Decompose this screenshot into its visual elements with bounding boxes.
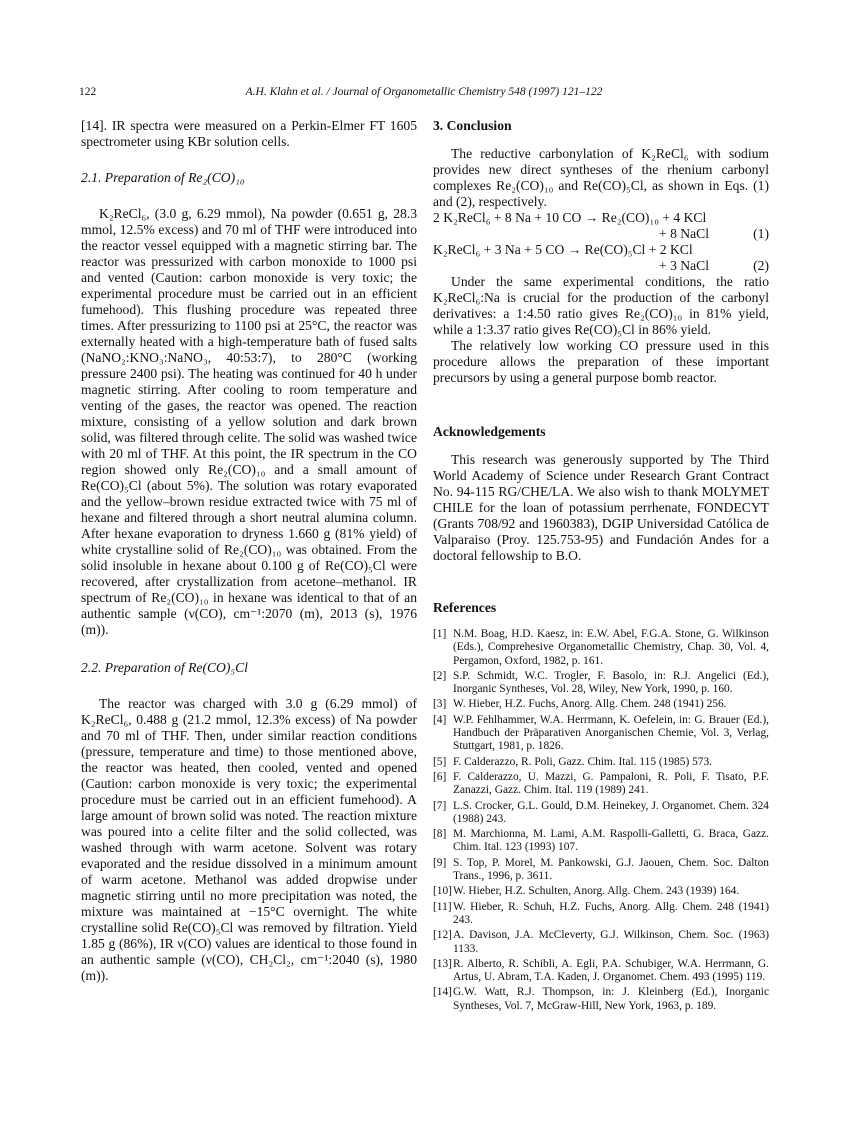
equation-2-number: (2) [753,258,769,273]
reference-text: F. Calderazzo, R. Poli, Gazz. Chim. Ital. 115 (1985) 573. [453,755,713,768]
section-2-1-body: K₂ReCl₆, (3.0 g, 6.29 mmol), Na powder (0.651 g, 28.3 mmol, 12.5% excess) and 70 ml of THF were introduced into the reactor vessel equipped with a magnetic stirring bar. The reactor was pressurized with carbon monoxide to 1000 psi and vented (Caution: carbon monoxide is very toxic; the experimental procedure must be carried out in an efficient fumehood). This flushing procedure was repeated three times. After pressurizing to 1100 psi at 25°C, the reactor was externally heated with a high-temperature bath of fused salts (NaNO₂:KNO₃:NaNO₃, 40:53:7), to 280°C (working pressure 2400 psi). The heating was continued for 40 h under magnetic stirring. After cooling to room temperature and venting of the gases, the reactor was opened. The reaction mixture, consisting of a yellow solution and dark brown solid, was filtered through celite. The solid was washed twice with 20 ml of THF. At this point, the IR spectrum in the CO region showed only Re₂(CO)₁₀ and a small amount of Re(CO)₅Cl (about 5%). The solution was rotary evaporated and the yellow–brown residue extracted twice with 75 ml of hexane and filtered through a short neutral alumina column. After hexane evaporation to dryness 1.660 g (81% yield) of white crystalline solid of Re₂(CO)₁₀ was obtained. From the solid insoluble in hexane about 0.100 g of Re(CO)₅Cl were recovered, after crystallization from acetone–methanol. IR spectrum of Re₂(CO)₁₀ in hexane was identical to that of an authentic sample (ν(CO), cm⁻¹:2070 (m), 2013 (s), 1976 (m)). [81,206,417,637]
equation-2-line-2 [433,258,769,274]
reference-number: [14] [433,986,452,999]
reference-text: W. Hieber, R. Schuh, H.Z. Fuchs, Anorg. Allg. Chem. 248 (1941) 243. [453,900,769,926]
reference-number: [12] [433,929,452,942]
reference-item [433,986,769,1013]
reference-number: [5] [433,755,447,768]
reference-number: [10] [433,885,452,898]
reference-number: [6] [433,770,447,783]
reference-item [433,929,769,956]
reference-number: [2] [433,669,447,682]
section-2-2-title: 2.2. Preparation of Re(CO)₅Cl [81,660,248,675]
reference-number: [11] [433,900,452,913]
reference-item [433,800,769,827]
reference-number: [8] [433,828,447,841]
right-column [433,118,769,1015]
reference-number: [4] [433,713,447,726]
reference-item [433,698,769,711]
intro-paragraph: [14]. IR spectra were measured on a Perkin-Elmer FT 1605 spectrometer using KBr solution cells. [81,118,417,149]
page-number: 122 [79,86,97,98]
equation-1-number: (1) [753,226,769,241]
reference-text: S. Top, P. Morel, M. Pankowski, G.J. Jaouen, Chem. Soc. Dalton Trans., 1996, p. 3611. [453,856,769,883]
reference-item [433,714,769,754]
reference-text: W. Hieber, H.Z. Schulten, Anorg. Allg. Chem. 243 (1939) 164. [453,885,740,898]
reference-text: R. Alberto, R. Schibli, A. Egli, P.A. Schubiger, W.A. Herrmann, G. Artus, U. Abram, T.A. Kaden, J. Organomet. Chem. 493 (1995) 119. [453,957,769,984]
reference-text: N.M. Boag, H.D. Kaesz, in: E.W. Abel, F.G.A. Stone, G. Wilkinson (Eds.), Comprehesive Organometallic Chemistry, Chap. 30, Vol. 4, Pergamon, Oxford, 1982, p. 161. [453,628,769,667]
conclusion-title: 3. Conclusion [433,118,512,133]
reference-text: W. Hieber, H.Z. Fuchs, Anorg. Allg. Chem. 248 (1941) 256. [453,698,727,711]
reference-text: W.P. Fehlhammer, W.A. Herrmann, K. Oefelein, in: G. Brauer (Ed.), Handbuch der Präparativen Anorganischen Chemie, Vol. 3, Verlag, Stuttgart, 1981, p. 1826. [453,713,769,753]
section-2-1-title: 2.1. Preparation of Re₂(CO)₁₀ [81,170,245,185]
reference-item [433,628,769,668]
reference-item [433,756,769,769]
reference-item [433,828,769,855]
reference-item [433,670,769,697]
conclusion-paragraph-2: Under the same experimental conditions, the ratio K₂ReCl₆:Na is crucial for the production of the carbonyl derivatives: a 1:4.50 ratio gives Re₂(CO)₁₀ in 81% yield, while a 1:3.37 ratio gives Re(CO)₅Cl in 86% yield. [433,274,769,337]
equation-1-line-1 [433,210,769,226]
conclusion-paragraph-3: The relatively low working CO pressure used in this procedure allows the preparation of these important precursors by using a general purpose bomb reactor. [433,338,769,385]
reference-text: M. Marchionna, M. Lami, A.M. Raspolli-Galletti, G. Braca, Gazz. Chim. Ital. 123 (1993) 107. [453,828,769,854]
left-column [81,118,417,984]
reference-item [433,771,769,798]
equation-1-lhs: 2 K₂ReCl₆ + 8 Na + 10 CO → Re₂(CO)₁₀ + 4 KCl [433,210,707,225]
equation-2-lhs: K₂ReCl₆ + 3 Na + 5 CO → Re(CO)₅Cl + 2 KCl [433,242,693,257]
reference-text: F. Calderazzo, U. Mazzi, G. Pampaloni, R. Poli, F. Tisato, P.F. Zanazzi, Gazz. Chim. Ital. 119 (1989) 241. [453,770,769,797]
conclusion-paragraph-1: The reductive carbonylation of K₂ReCl₆ with sodium provides new direct syntheses of the rhenium carbonyl complexes Re₂(CO)₁₀ and Re(CO)₅Cl, as shown in Eqs. (1) and (2), respectively. [433,146,769,209]
reference-number: [1] [433,628,447,640]
reference-text: S.P. Schmidt, W.C. Trogler, F. Basolo, in: R.J. Angelici (Ed.), Inorganic Syntheses, Vol. 28, Wiley, New York, 1990, p. 160. [453,669,769,696]
equation-2-line-1 [433,242,769,258]
reference-number: [3] [433,698,447,711]
acknowledgements-body: This research was generously supported by The Third World Academy of Science under Research Grant Contract No. 94-115 RG/CHE/LA. We also wish to thank MOLYMET CHILE for the loan of potassium perrhenate, FONDECYT (Grants 708/92 and 1960383), DGIP Universidad Católica de Valparaiso (Proy. 125.753-95) and Fundación Andes for a doctoral fellowship to B.O. [433,452,769,563]
equation-1-rhs: + 8 NaCl [659,226,709,241]
reference-number: [9] [433,856,447,869]
acknowledgements-title: Acknowledgements [433,424,546,439]
reference-number: [7] [433,799,447,812]
section-2-2-body: The reactor was charged with 3.0 g (6.29 mmol) of K₂ReCl₆, 0.488 g (21.2 mmol, 12.3% excess) of Na powder and 70 ml of THF. Then, under similar reaction conditions (pressure, temperature and time) to those mentioned above, the reactor was heated, then cooled, vented and opened (Caution: carbon monoxide is very toxic; the experimental procedure must be carried out in an efficient fumehood). A large amount of brown solid was noted. The reaction mixture was poured into a celite filter and the solid collected, was washed through with warm acetone. Solvent was rotary evaporated and the residue dissolved in a minimum amount of warm acetone. Methanol was added dropwise under magnetic stirring until no more precipitation was noted, the mixture was maintained at −15°C overnight. The white crystalline solid Re(CO)₅Cl was removed by filtration. Yield 1.85 g (86%), IR ν(CO) values are identical to those found in an authentic sample (ν(CO), CH₂Cl₂, cm⁻¹:2040 (s), 1980 (m)). [81,696,417,983]
equation-1-line-2 [433,226,769,242]
reference-item [433,885,769,898]
reference-list [433,628,769,1013]
running-title: A.H. Klahn et al. / Journal of Organometallic Chemistry 548 (1997) 121–122 [245,86,603,98]
reference-item [433,901,769,928]
reference-item [433,857,769,884]
equation-2-rhs: + 3 NaCl [659,258,709,273]
reference-item [433,958,769,985]
reference-text: G.W. Watt, R.J. Thompson, in: J. Kleinberg (Ed.), Inorganic Syntheses, Vol. 7, McGraw-Hill, New York, 1963, p. 189. [453,986,769,1012]
reference-number: [13] [433,957,452,970]
references-title: References [433,600,497,615]
reference-text: L.S. Crocker, G.L. Gould, D.M. Heinekey, J. Organomet. Chem. 324 (1988) 243. [453,799,769,825]
reference-text: A. Davison, J.A. McCleverty, G.J. Wilkinson, Chem. Soc. (1963) 1133. [453,929,769,955]
